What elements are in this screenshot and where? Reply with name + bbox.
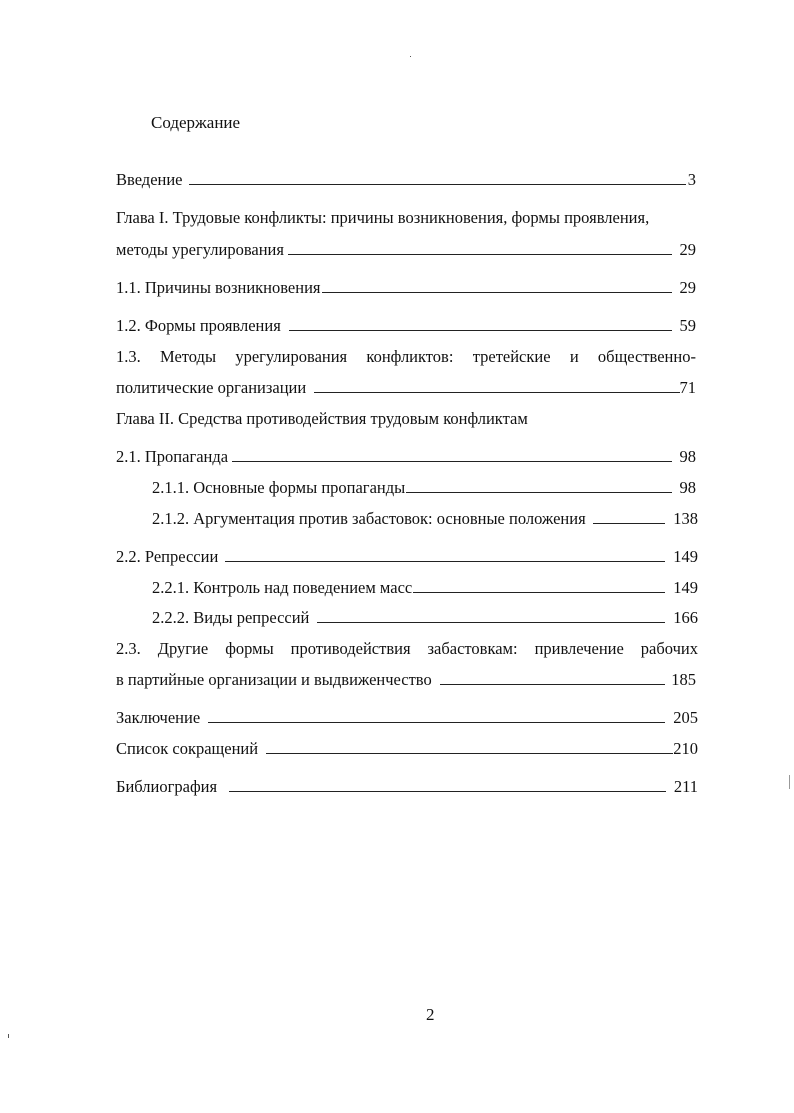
toc-leader (322, 292, 672, 293)
toc-entry-label: в партийные организации и выдвиженчество (116, 670, 432, 689)
toc-leader (440, 684, 666, 685)
toc-leader (317, 622, 665, 623)
page-number: 2 (426, 1005, 435, 1024)
toc-leader (208, 722, 665, 723)
toc-entry-page: 210 (673, 739, 698, 758)
toc-entry-page: 29 (679, 240, 696, 259)
toc-entry-page: 29 (679, 278, 696, 297)
toc-entry-page: 3 (687, 170, 696, 189)
scan-speck (410, 56, 411, 57)
toc-entry-label: 1.1. Причины возникновения (116, 278, 321, 297)
toc-leader (229, 791, 666, 792)
toc-entry-abbreviations (116, 738, 698, 760)
toc-entry-label: методы урегулирования (116, 240, 284, 259)
toc-leader (413, 592, 665, 593)
toc-entry-2-1 (116, 446, 696, 468)
toc-entry-label: Введение (116, 170, 183, 189)
toc-entry-page: 205 (673, 708, 698, 727)
toc-entry-label: 2.2.1. Контроль над поведением масс (152, 578, 413, 597)
toc-word: урегулирования (235, 347, 348, 366)
toc-word: Методы (160, 347, 217, 366)
toc-leader (593, 523, 666, 524)
toc-word: общественно- (597, 347, 696, 366)
toc-leader (314, 392, 679, 393)
toc-entry-label: 2.1. Пропаганда (116, 447, 229, 466)
toc-word: и (569, 347, 579, 366)
toc-chapter1-line1: Глава I. Трудовые конфликты: причины возникновения, формы проявления, (116, 208, 650, 227)
scan-edge-mark (789, 775, 790, 789)
toc-leader (288, 254, 672, 255)
toc-entry-page: 59 (679, 316, 696, 335)
toc-entry-page: 138 (673, 509, 698, 528)
toc-entry-2-3-line1 (116, 638, 698, 660)
toc-word: рабочих (640, 639, 698, 658)
toc-entry-label: Библиография (116, 777, 218, 796)
toc-word: противодействия (290, 639, 411, 658)
toc-entry-label: 2.2.2. Виды репрессий (152, 608, 310, 627)
toc-word: конфликтов: (366, 347, 454, 366)
toc-entry-label: Список сокращений (116, 739, 259, 758)
toc-leader (189, 184, 686, 185)
toc-word: привлечение (534, 639, 624, 658)
toc-entry-2-2-1 (152, 577, 698, 599)
toc-entry-label: 2.1.1. Основные формы пропаганды (152, 478, 406, 497)
toc-entry-page: 166 (673, 608, 698, 627)
toc-entry-chapter1 (116, 239, 696, 261)
toc-entry-page: 98 (679, 447, 696, 466)
toc-entry-2-1-1 (152, 477, 696, 499)
toc-entry-label: 2.2. Репрессии (116, 547, 219, 566)
toc-leader (406, 492, 671, 493)
toc-word: забастовкам: (427, 639, 518, 658)
toc-title: Содержание (151, 113, 241, 132)
toc-entry-label: политические организации (116, 378, 307, 397)
toc-entry-label: 1.2. Формы проявления (116, 316, 281, 335)
toc-word: третейские (472, 347, 551, 366)
toc-word: Другие (157, 639, 209, 658)
toc-chapter2-heading: Глава II. Средства противодействия трудовым конфликтам (116, 409, 528, 428)
toc-leader (225, 561, 665, 562)
toc-entry-1-3 (116, 377, 696, 399)
toc-entry-page: 149 (673, 547, 698, 566)
toc-entry-label: Заключение (116, 708, 201, 727)
toc-entry-bibliography (116, 776, 698, 798)
toc-entry-2-2 (116, 546, 698, 568)
toc-word: 1.3. (116, 347, 141, 366)
toc-entry-page: 185 (671, 670, 696, 689)
toc-word: 2.3. (116, 639, 141, 658)
toc-entry-label: 2.1.2. Аргументация против забастовок: основные положения (152, 509, 586, 528)
toc-entry-page: 211 (673, 777, 698, 796)
scan-speck (8, 1034, 9, 1038)
toc-entry-page: 98 (679, 478, 696, 497)
toc-entry-1-2 (116, 315, 696, 337)
toc-entry-1-3-line1 (116, 346, 696, 368)
toc-entry-page: 71 (679, 378, 696, 397)
toc-leader (289, 330, 672, 331)
toc-leader (266, 753, 673, 754)
toc-entry-conclusion (116, 707, 698, 729)
toc-entry-2-3 (116, 669, 696, 691)
toc-entry-intro (116, 169, 696, 191)
toc-leader (232, 461, 671, 462)
toc-entry-2-1-2 (152, 508, 698, 530)
toc-word: формы (225, 639, 274, 658)
toc-entry-1-1 (116, 277, 696, 299)
toc-entry-page: 149 (673, 578, 698, 597)
toc-entry-2-2-2 (152, 607, 698, 629)
